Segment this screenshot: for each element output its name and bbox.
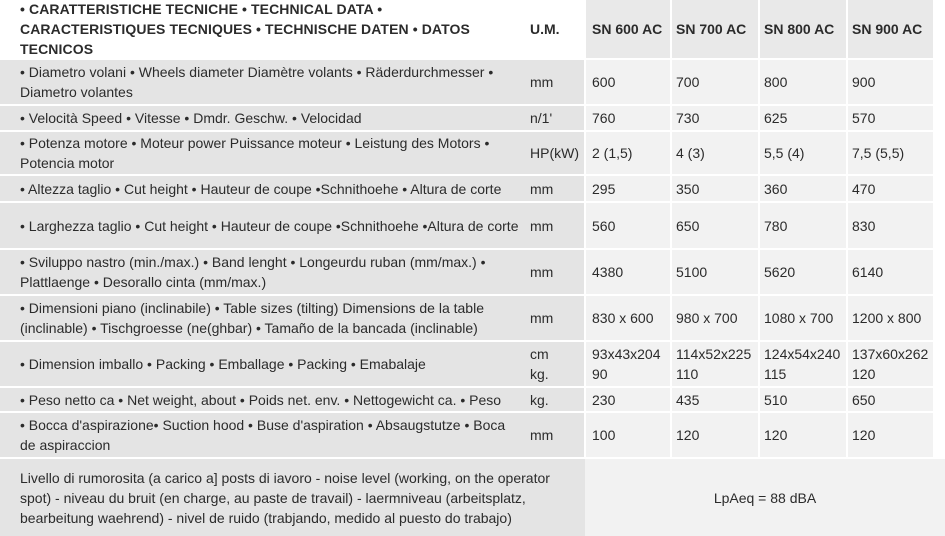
row-value: 5,5 (4) [757,132,845,174]
row-value: 4380 [585,250,669,294]
row-value: 570 [845,106,933,130]
table-row [0,413,945,457]
row-label: • Diametro volani • Wheels diameter Diamètre volants • Räderdurchmesser • Diametro volantes [0,60,524,104]
row-label: • Potenza motore • Moteur power Puissance moteur • Leistung des Motors • Potencia motor [0,132,524,174]
column-divider [758,0,760,459]
row-unit: mm [524,250,585,294]
row-unit: HP(kW) [524,132,585,174]
header-model-4: SN 900 AC [845,0,933,58]
row-value: 1080 x 700 [757,296,845,340]
row-value: 5620 [757,250,845,294]
packing-dimensions: 137x60x262 [852,346,929,362]
noise-level-row [0,459,945,536]
row-value: 760 [585,106,669,130]
row-unit [524,342,585,386]
row-label: • Sviluppo nastro (min./max.) • Band lenght • Longeurdu ruban (mm/max.) • Plattlaenge • Desorallo cinta (mm/max.) [0,250,524,294]
noise-level-label: Livello di rumorosita (a carico a] posts di iavoro - noise level (working, on the operator spot) - niveau du bruit (en charge, au paste de travail) - laermniveau (arbeitsplatz, bearbeitung waehrend) - nivel de ruido (trabjando, medido al puesto do trabajo) [0,459,585,536]
column-divider [846,0,848,459]
row-value: 800 [757,60,845,104]
row-label: • Altezza taglio • Cut height • Hauteur de coupe •Schnithoehe • Altura de corte [0,176,524,201]
row-value: 6140 [845,250,933,294]
row-value: 700 [669,60,757,104]
column-divider [670,0,672,459]
row-value [845,342,933,386]
row-value: 830 [845,203,933,248]
row-value: 650 [845,388,933,411]
row-value: 560 [585,203,669,248]
column-divider [584,0,586,459]
row-unit-kg: kg. [530,366,549,382]
packing-weight: 120 [852,366,876,382]
row-label: • Dimensioni piano (inclinabile) • Table sizes (tilting) Dimensions de la table (inclinable) • Tischgroesse (ne(ghbar) • Tamaño de la bancada (inclinable) [0,296,524,340]
row-value: 100 [585,413,669,457]
row-value: 120 [845,413,933,457]
header-model-3: SN 800 AC [757,0,845,58]
row-label: • Larghezza taglio • Cut height • Hauteur de coupe •Schnithoehe •Altura de corte [0,203,524,248]
row-unit: mm [524,60,585,104]
row-value: 350 [669,176,757,201]
row-label: • Bocca d'aspirazione• Suction hood • Buse d'aspiration • Absaugstutze • Boca de aspiraccion [0,413,524,457]
row-label: • Dimension imballo • Packing • Emballage • Packing • Emabalaje [0,342,524,386]
packing-dimensions: 93x43x204 [592,346,661,362]
row-label: • Peso netto ca • Net weight, about • Poids net. env. • Nettogewicht ca. • Peso [0,388,524,411]
row-unit: mm [524,296,585,340]
row-value: 7,5 (5,5) [845,132,933,174]
row-unit: mm [524,413,585,457]
row-value [757,342,845,386]
row-value: 730 [669,106,757,130]
table-row [0,176,945,201]
header-title: • CARATTERISTICHE TECNICHE • TECHNICAL DATA • CARACTERISTIQUES TECNIQUES • TECHNISCHE DATEN • DATOS TECNICOS [0,0,524,58]
row-value: 120 [757,413,845,457]
table-row [0,296,945,340]
row-value: 980 x 700 [669,296,757,340]
packing-dimensions: 114x52x225 [676,346,752,362]
packing-dimensions: 124x54x240 [764,346,841,362]
table-row [0,203,945,248]
table-row [0,250,945,294]
row-label: • Velocità Speed • Vitesse • Dmdr. Geschw. • Velocidad [0,106,524,130]
packing-weight: 90 [592,366,608,382]
row-value: 5100 [669,250,757,294]
row-value: 360 [757,176,845,201]
row-value: 650 [669,203,757,248]
row-unit-cm: cm [530,346,549,362]
row-value: 1200 x 800 [845,296,933,340]
row-value: 600 [585,60,669,104]
table-header [0,0,945,58]
row-value: 510 [757,388,845,411]
table-row [0,60,945,104]
row-value: 470 [845,176,933,201]
row-value: 120 [669,413,757,457]
table-row [0,106,945,130]
header-unit: U.M. [524,0,585,58]
packing-weight: 110 [676,366,699,382]
row-unit: mm [524,176,585,201]
header-model-1: SN 600 AC [585,0,669,58]
packing-weight: 115 [764,366,787,382]
row-value: 900 [845,60,933,104]
row-value: 780 [757,203,845,248]
row-value: 625 [757,106,845,130]
row-value: 435 [669,388,757,411]
row-unit: n/1' [524,106,585,130]
row-value: 295 [585,176,669,201]
table-row [0,388,945,411]
table-row [0,132,945,174]
row-unit: mm [524,203,585,248]
table-row [0,342,945,386]
row-value: 230 [585,388,669,411]
row-value: 4 (3) [669,132,757,174]
row-value [585,342,669,386]
header-model-2: SN 700 AC [669,0,757,58]
noise-level-value: LpAeq = 88 dBA [585,459,945,536]
row-value: 2 (1,5) [585,132,669,174]
row-value: 830 x 600 [585,296,669,340]
row-unit: kg. [524,388,585,411]
row-value [669,342,757,386]
